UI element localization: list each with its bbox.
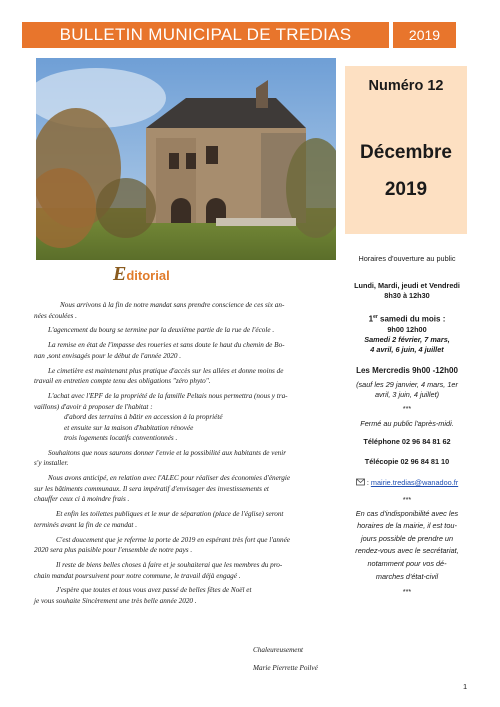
text-line: L'agencement du bourg se termine par la deuxième partie de la rue de l'école . xyxy=(48,326,275,335)
text-line: Nous arrivons à la fin de notre mandat sans prendre conscience de ces six an- xyxy=(60,301,285,309)
editorial-paragraph xyxy=(34,448,340,469)
hours-saturday-dates-2: 4 avril, 6 juin, 4 juillet xyxy=(370,344,444,354)
editorial-paragraph xyxy=(34,509,340,530)
hours-title: Horaires d'ouverture au public xyxy=(358,254,456,263)
editorial-paragraph xyxy=(34,366,340,387)
issue-month: Décembre xyxy=(360,142,452,163)
text-line: C'est doucement que je referme la porte de 2019 en espérant très fort que l'année xyxy=(56,535,290,544)
text-line: s'y installer. xyxy=(34,459,69,468)
editorial-paragraph xyxy=(34,585,340,606)
email-line xyxy=(345,477,469,489)
text-line: Il reste de biens belles choses à faire et je souhaiterai que les membres du pro- xyxy=(56,561,283,570)
text-line: je vous souhaite Sincèrement une très belle année 2020 . xyxy=(34,596,197,605)
text-line: d'abord des terrains à bâtir en accession à la propriété xyxy=(64,413,223,422)
note-line: En cas d'indisponibilité avec les xyxy=(355,508,459,518)
editorial-paragraph xyxy=(34,391,340,444)
email-prefix: : xyxy=(366,477,371,487)
bulletin-title: BULLETIN MUNICIPAL DE TREDIAS xyxy=(22,22,389,48)
editorial-heading-rest: ditorial xyxy=(126,268,170,283)
email-link[interactable]: mairie.tredias@wanadoo.fr xyxy=(370,477,459,487)
text-line: chauffer ceux ci à moindre frais . xyxy=(34,495,130,504)
separator-stars: *** xyxy=(402,494,412,504)
saturday-prefix: 1 xyxy=(368,314,374,324)
hours-wednesday-except-1: (sauf les 29 janvier, 4 mars, 1er xyxy=(356,379,458,389)
issue-year: 2019 xyxy=(384,179,428,200)
hours-saturday-times: 9h00 12h00 xyxy=(387,324,427,334)
issue-box xyxy=(345,66,467,234)
text-line: 2020 sera plus paisible pour l'ensemble de notre pays . xyxy=(34,546,193,555)
signature: Marie Pierrette Poilvé xyxy=(253,664,318,672)
text-line: L'achat avec l'EPF de la propriété de la famille Peltais nous permettra (nous y tra- xyxy=(48,392,288,401)
separator-stars: *** xyxy=(402,587,412,597)
header-year: 2019 xyxy=(393,22,456,48)
text-line: sur les bâtiments communaux. Il sera impératif d'envisager des investissements et xyxy=(34,484,269,493)
text-line: nées écoulées . xyxy=(34,311,77,320)
note-line: notamment pour vos dé- xyxy=(367,559,447,569)
editorial-paragraph xyxy=(34,325,340,336)
text-line: J'espère que toutes et tous vous avez passé de belles fêtes de Noël et xyxy=(56,586,252,595)
text-line: et ensuite sur la maison d'habitation rénovée xyxy=(64,423,194,432)
note-line: jours possible de prendre un xyxy=(360,533,454,543)
separator-stars: *** xyxy=(402,403,412,413)
opening-hours-panel xyxy=(345,250,469,597)
editorial-initial: E xyxy=(113,263,127,285)
hours-wednesday-except-2: avril, 3 juin, 4 juillet) xyxy=(374,389,440,399)
text-line: travail en entretien compte tenu des obligations "zéro phyto". xyxy=(34,377,211,386)
text-line: nan ,sont envisagés pour le début de l'année 2020 . xyxy=(34,351,182,360)
editorial-paragraph xyxy=(34,535,340,556)
editorial-paragraph xyxy=(34,473,340,505)
hours-afternoon: Fermé au public l'après-midi. xyxy=(360,418,454,428)
text-line: La remise en état de l'impasse des roueries et sans doute le haut du chemin de Bo- xyxy=(48,341,285,350)
saturday-sup: er xyxy=(373,314,378,320)
hours-saturday xyxy=(345,312,469,325)
note-line: horaires de la mairie, il est tou- xyxy=(357,521,457,531)
text-line: trois logements locatifs conventionnés . xyxy=(64,434,178,443)
phone-number: Téléphone 02 96 84 81 62 xyxy=(363,436,451,446)
text-line: chain mandat poursuivent pour notre commune, le travail déjà engagé . xyxy=(34,571,241,580)
fax-number: Télécopie 02 96 84 81 10 xyxy=(364,456,450,466)
header-bar xyxy=(22,22,456,48)
text-line: terminés avant la fin de ce mandat . xyxy=(34,520,138,529)
editorial-paragraph xyxy=(34,560,340,581)
text-line: Nous avons anticipé, en relation avec l'ALEC pour réaliser des économies d'énergie xyxy=(48,474,291,483)
note-line: marches d'état-civil xyxy=(375,571,439,581)
editorial-paragraph xyxy=(34,340,340,361)
text-line: vaillons) d'avoir à proposer de l'habitat : xyxy=(34,402,153,411)
text-line: Le cimetière est maintenant plus pratique d'accès sur les allées et donne moins de xyxy=(48,366,284,375)
editorial-heading xyxy=(113,263,170,286)
hours-saturday-dates-1: Samedi 2 février, 7 mars, xyxy=(364,334,450,344)
mail-icon xyxy=(356,477,365,489)
hours-weekdays: Lundi, Mardi, jeudi et Vendredi xyxy=(354,281,460,290)
closing-text: Chaleureusement xyxy=(253,646,304,654)
page-number: 1 xyxy=(463,682,468,691)
cover-photo xyxy=(36,58,336,260)
hours-weekday-times: 8h30 à 12h30 xyxy=(384,291,430,300)
saturday-suffix: samedi du mois : xyxy=(377,314,446,324)
hours-wednesday: Les Mercredis 9h00 -12h00 xyxy=(356,365,458,375)
editorial-paragraph xyxy=(34,300,340,321)
text-line: Souhaitons que nous saurons donner l'envie et la possibilité aux habitants de venir xyxy=(48,448,287,457)
issue-number: Numéro 12 xyxy=(368,78,444,94)
note-line: rendez-vous avec le secrétariat, xyxy=(355,546,459,556)
editorial-body xyxy=(34,300,340,611)
text-line: Et enfin les toilettes publiques et le mur de séparation (place de l'église) seront xyxy=(56,510,284,519)
